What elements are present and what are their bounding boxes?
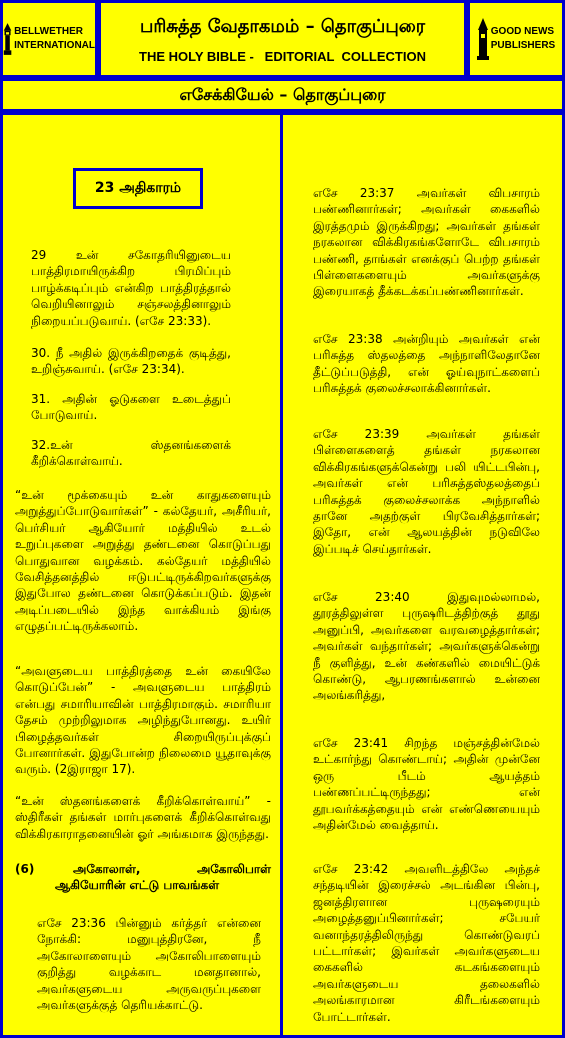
right-column bbox=[280, 112, 565, 1038]
section-subheader bbox=[0, 78, 565, 112]
section-title-line1: அகோலாள், அகோலிபாள் bbox=[73, 862, 271, 876]
section-title-line2: ஆகியோரின் எட்டு பாவங்கள் bbox=[55, 878, 220, 893]
publisher-logo-right bbox=[467, 0, 565, 78]
verse-42: எசே 23:42 அவளிடத்திலே அந்தச் சந்தடியின் இரைச்சல் அடங்கின பின்பு, ஜனத்திரளான புருஷரையும் அழைத்தனுப்பினார்கள்; சபேயர் வனாந்தரத்திலிருந்து கொண்டுவரப் பட்டார்கள்; இவர்கள் அவர்களுடைய கைகளில் கடகங்களையும் அவர்களுடைய தலைகளில் அலங்காரமான கிரீடங்களையும் போட்டார்கள். bbox=[313, 862, 540, 1024]
verse-41: எசே 23:41 சிறந்த மஞ்சத்தின்மேல் உட்கார்ந்து கொண்டாய்; அதின் முன்னே ஒரு பீடம் ஆயத்தம் பண்ணப்பட்டிருந்தது; என் தூபவர்க்கத்தையும் என் எண்ணெயையும் அதின்மேல் வைத்தாய். bbox=[313, 736, 540, 833]
commentary-paragraph-3: “உன் ஸ்தனங்களைக் கீறிக்கொள்வாய்” - ஸ்திரீகள் தங்கள் மார்புகளைக் கீறிக்கொள்வது விக்கிரகாராதனையின் ஓர் அங்கமாக இருந்தது. bbox=[15, 794, 271, 841]
title-english: THE HOLY BIBLE - EDITORIAL COLLECTION bbox=[139, 49, 426, 64]
verse-40: எசே 23:40 இதுவுமல்லாமல், தூரத்திலுள்ள புருஷரிடத்திற்குத் தூது அனுப்பி, அவர்களை வரவழைத்தார்கள்; அவர்கள் வந்தார்கள்; அவர்களுக்கென்று நீ குளித்து, உன் கண்களில் மையிட்டுக் கொண்டு, ஆபரணங்களால் உன்னை அலங்கரித்து, bbox=[313, 590, 540, 703]
logo-right-line2: PUBLISHERS bbox=[490, 40, 556, 51]
church-tower-icon bbox=[477, 18, 489, 60]
section-number: (6) bbox=[15, 862, 35, 876]
publisher-logo-left bbox=[0, 0, 98, 78]
verse-30: 30. நீ அதில் இருக்கிறதைக் குடித்து, உறிஞ்சுவாய். (எசே 23:34). bbox=[31, 346, 231, 377]
subheader-title: எசேக்கியேல் – தொகுப்புரை bbox=[179, 84, 386, 104]
verse-36: எசே 23:36 பின்னும் கர்த்தர் என்னை நோக்கி: மனுபுத்திரனே, நீ அகோலாளையும் அகோலிபாளையும் குறித்து வழக்காட மனதானால், அவர்களுடைய அருவருப்புகளை அவர்களுக்குத் தெரியக்காட்டு. bbox=[37, 916, 261, 1013]
title-tamil: பரிசுத்த வேதாகமம் – தொகுப்புரை bbox=[139, 16, 426, 37]
commentary-paragraph-1: “உன் மூக்கையும் உன் காதுகளையும் அறுத்துப்போடுவார்கள்” - கல்தேயர், அசீரியர், பெர்சியர் ஆகியோர் மத்தியில் உடல் உறுப்புகளை அறுத்து தண்டனை கொடுப்பது பொதுவான வழக்கம். கல்தேயர் மத்தியில் வேசித்தனத்தில் ஈடுபட்டிருக்கிறவர்களுக்கு இதுபோல தண்டனை கொடுக்கப்படும். இதன் அடிப்படையில் இந்த வாக்கியம் இங்கு எழுதப்பட்டிருக்கலாம். bbox=[15, 488, 271, 634]
bell-tower-icon bbox=[3, 18, 12, 60]
logo-left-line2: INTERNATIONAL bbox=[14, 40, 95, 51]
logo-right-line1: GOOD NEWS bbox=[490, 26, 555, 37]
verse-37: எசே 23:37 அவர்கள் விபசாரம் பண்ணினார்கள்; அவர்கள் கைகளில் இரத்தமும் இருக்கிறது; அவர்கள் தங்கள் நரகலான விக்கிரகங்களோடே விபசாரம் பண்ணி, தாங்கள் எனக்குப் பெற்ற தங்கள் பிள்ளைகளையும் அவர்களுக்கு இரையாகத் தீக்கடக்கப்பண்ணினார்கள். bbox=[313, 186, 540, 299]
logo-left-line1: BELLWETHER bbox=[14, 26, 83, 37]
commentary-paragraph-2: “அவளுடைய பாத்திரத்தை உன் கையிலே கொடுப்பேன்” - அவளுடைய பாத்திரம் என்பது சமாரியாவின் பாத்திரமாகும். சமாரியா தேசம் முற்றிலுமாக அழிந்துபோனது. உயிர் பிழைத்தவர்கள் சிறையிருப்புக்குப் போனார்கள். இதுபோன்ற நிலைமை யூதாவுக்கு வரும். (2இராஜா 17). bbox=[15, 664, 271, 777]
section-heading bbox=[15, 861, 271, 894]
chapter-heading-text: 23 அதிகாரம் bbox=[94, 179, 182, 196]
left-column bbox=[0, 112, 283, 1038]
verse-39: எசே 23:39 அவர்கள் தங்கள் பிள்ளைகளைத் தங்கள் நரகலான விக்கிரகங்களுக்கென்று பலி யிட்டபின்பு, அவர்கள் என் பரிசுத்தஸ்தலத்தைப் பரிசுத்தக் குலைச்சலாக்க அந்நாளில் தானே அதற்குள் பிரவேசித்தார்கள்; இதோ, என் ஆலயத்தின் நடுவிலே இப்படிச் செய்தார்கள். bbox=[313, 427, 540, 556]
verse-38: எசே 23:38 அன்றியும் அவர்கள் என் பரிசுத்த ஸ்தலத்தை அந்நாளிலேதானே தீட்டுப்படுத்தி, என் ஓய்வுநாட்களைப் பரிசுத்தக் குலைச்சலாக்கினார்கள். bbox=[313, 332, 540, 396]
chapter-heading bbox=[73, 168, 203, 209]
header-title-box bbox=[98, 0, 467, 78]
verse-29: 29 உன் சகோதரியினுடைய பாத்திரமாயிருக்கிற பிரமிப்பும் பாழ்க்கடிப்பும் என்கிற பாத்திரத்தால் வெறியினாலும் சஞ்சலத்தினாலும் நிறையப்படுவாய். (எசே 23:33). bbox=[31, 248, 231, 328]
verse-31: 31. அதின் ஓடுகளை உடைத்துப் போடுவாய். bbox=[31, 392, 231, 423]
verse-32: 32.உன் ஸ்தனங்களைக் கீறிக்கொள்வாய். bbox=[31, 438, 231, 469]
